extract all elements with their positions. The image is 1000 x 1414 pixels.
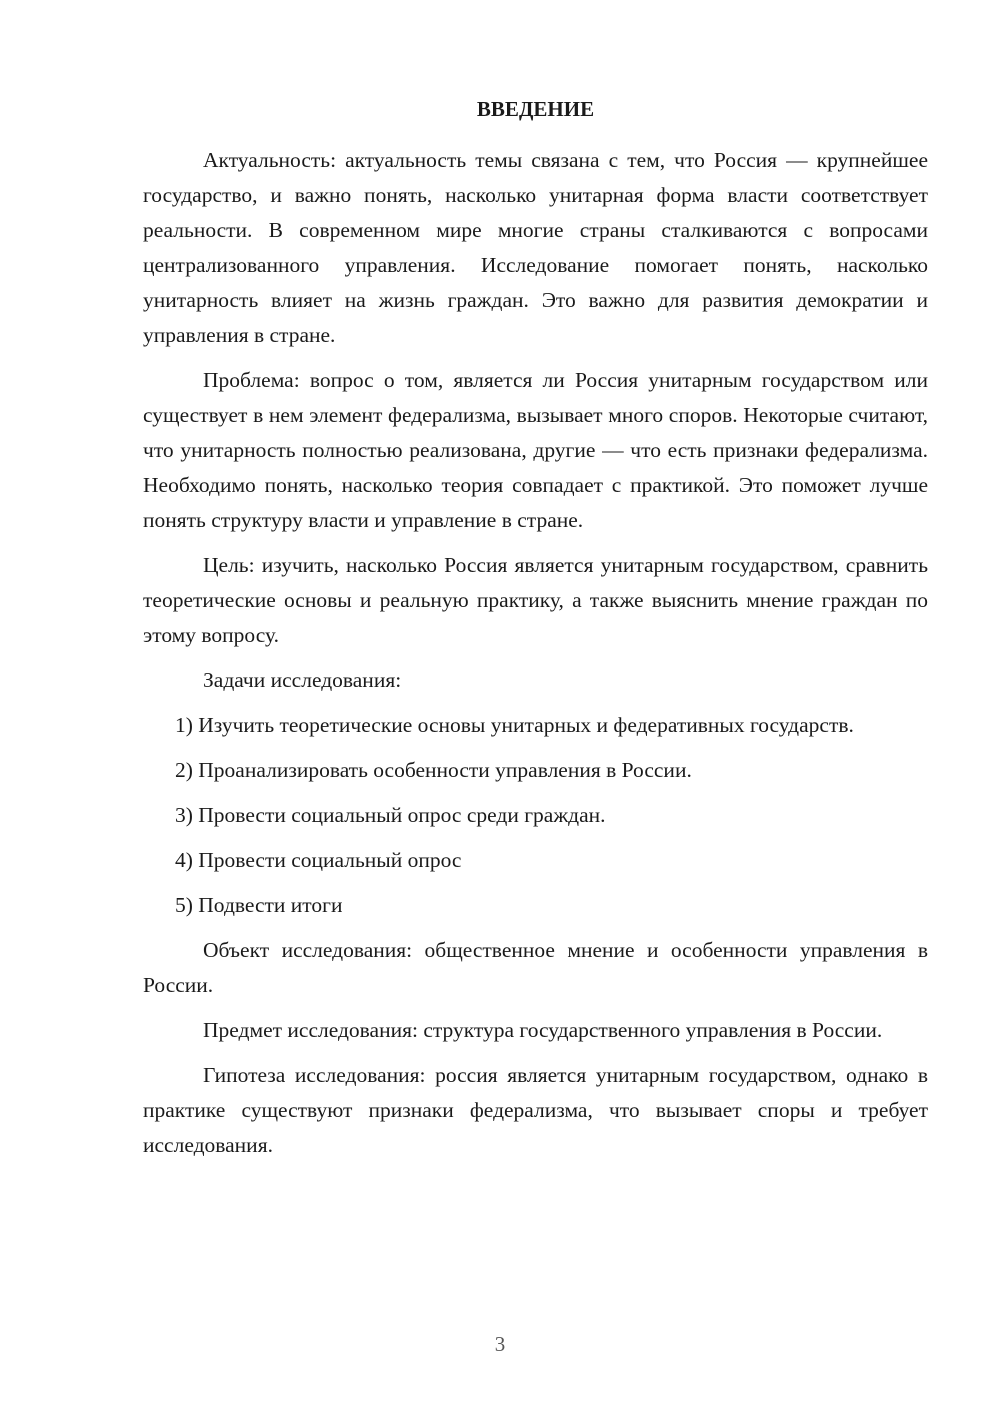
problem-paragraph: Проблема: вопрос о том, является ли Россия унитарным государством или существует в нем элемент федерализма, вызывает много споров. Некоторые считают, что унитарность полностью реализована, другие — что есть признаки федерализма. Необходимо понять, насколько теория совпадает с практикой. Это поможет лучше понять структуру власти и управление в стране. — [143, 368, 928, 532]
task-item: 2) Проанализировать особенности управления в России. — [175, 758, 692, 782]
task-item: 3) Провести социальный опрос среди граждан. — [175, 803, 606, 827]
page-number: 3 — [494, 1332, 506, 1356]
document-title: ВВЕДЕНИЕ — [476, 97, 595, 121]
relevance-paragraph: Актуальность: актуальность темы связана с тем, что Россия — крупнейшее государство, и важно понять, насколько унитарная форма власти соответствует реальности. В современном мире многие страны сталкиваются с вопросами централизованного управления. Исследование помогает понять, насколько унитарность влияет на жизнь граждан. Это важно для развития демократии и управления в стране. — [143, 148, 928, 347]
subject-paragraph: Предмет исследования: структура государственного управления в России. — [203, 1018, 883, 1042]
goal-paragraph: Цель: изучить, насколько Россия является унитарным государством, сравнить теоретические основы и реальную практику, а также выяснить мнение граждан по этому вопросу. — [143, 553, 928, 647]
object-paragraph: Объект исследования: общественное мнение и особенности управления в России. — [143, 938, 928, 997]
tasks-heading: Задачи исследования: — [203, 668, 402, 692]
document-page — [143, 92, 928, 1173]
task-item: 4) Провести социальный опрос — [175, 848, 462, 872]
task-item: 1) Изучить теоретические основы унитарных и федеративных государств. — [175, 713, 854, 737]
hypothesis-paragraph: Гипотеза исследования: россия является унитарным государством, однако в практике существуют признаки федерализма, что вызывает споры и требует исследования. — [143, 1063, 928, 1157]
task-item: 5) Подвести итоги — [175, 893, 343, 917]
